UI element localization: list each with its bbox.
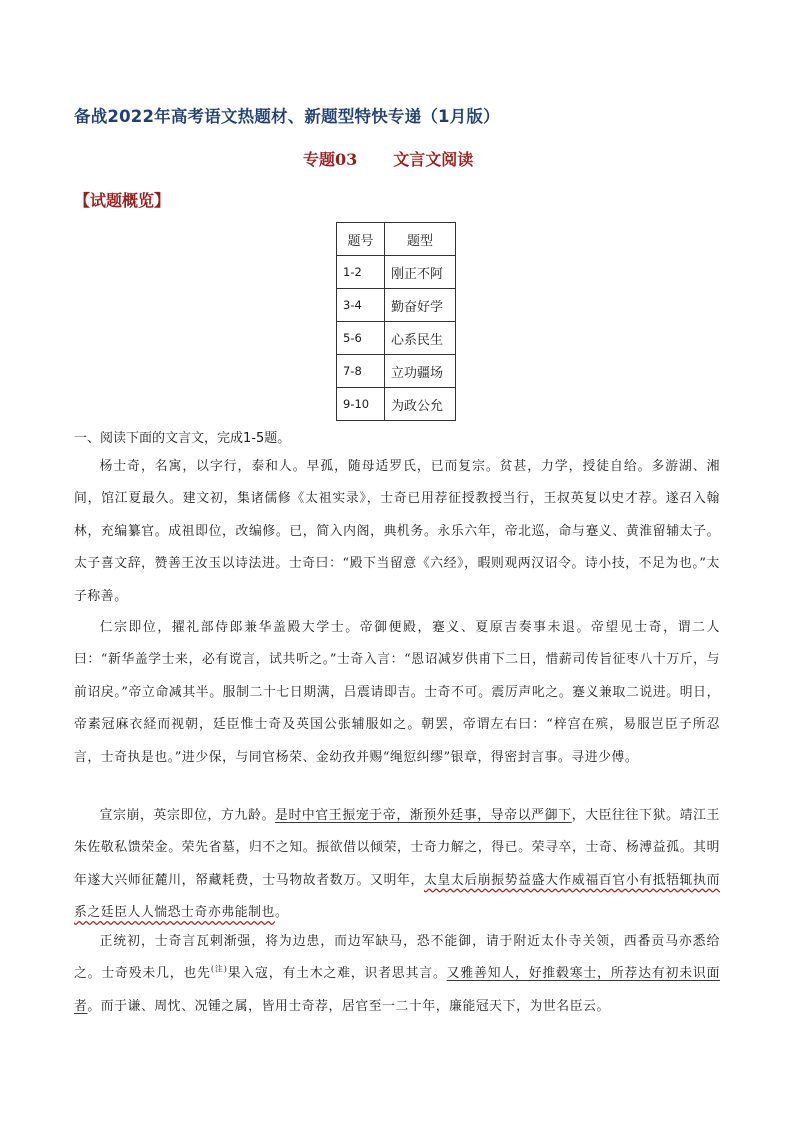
table-row — [337, 322, 456, 355]
cell-question-type: 为政公允 — [385, 388, 456, 421]
overview-heading: 【试题概览】 — [74, 191, 171, 210]
header-question-number: 题号 — [337, 223, 385, 256]
footnote-marker: (注) — [210, 965, 228, 975]
passage-paragraph-2: 仁宗即位，擢礼部侍郎兼华盖殿大学士。帝御便殿，蹇义、夏原吉奏事未退。帝望见士奇，谓二人曰：“新华盖学士来，必有谠言，试共听之。”士奇入言：“恩诏减岁供甫下二日，惜薪司传旨征枣八十万斤，与前诏戾。”帝立命减其半。服制二十七日期满，吕震请即吉。士奇不可。震厉声叱之。蹇义兼取二说进。明日，帝素冠麻衣経而视朝，廷臣惟士奇及英国公张辅服如之。朝罢，帝谓左右曰：“梓宫在殡，易服岂臣子所忍言，士奇执是也。”进少保，与同官杨荣、金幼孜并赐“绳愆纠缪”银章，得密封言事。寻进少傅。 — [74, 620, 720, 765]
wavy-underlined-sentence: 太皇太后崩振势益盛大作威福百官小有抵牾辄执而系之廷臣人人惴恐士奇亦弗能制也 — [74, 872, 720, 921]
cell-question-type: 勤奋好学 — [385, 289, 456, 322]
table-header-row — [337, 223, 456, 256]
cell-question-number: 9-10 — [337, 388, 385, 421]
paragraph-text: 宣宗崩，英宗即位，方九龄。 — [99, 808, 275, 823]
cell-question-type: 心系民生 — [385, 322, 456, 355]
table-row — [337, 256, 456, 289]
cell-question-number: 3-4 — [337, 289, 385, 322]
underlined-sentence: 是时中官王振宠于帝，渐预外廷事，导帝以严御下 — [274, 808, 572, 823]
paragraph-text: 果入寇，有土木之难，识者思其言。 — [227, 966, 447, 982]
paragraph-text: 正统初，士奇言瓦剌渐强，将为边患，而边军缺马，恐不能御，请于附近太仆寺关领，西番贡马亦悉给之。士奇殁未几，也先 — [74, 934, 720, 982]
passage-paragraph-1: 杨士奇，名寓，以字行，泰和人。早孤，随母适罗氏，已而复宗。贫甚，力学，授徒自给。多游湖、湘间，馆江夏最久。建文初，集诸儒修《太祖实录》，士奇已用荐征授教授当行，王叔英复以史才荐。遂召入翰林，充编纂官。成祖即位，改编修。已，简入内阁，典机务。永乐六年，帝北巡，命与蹇义、黄淮留辅太子。太子喜文辞，赞善王汝玉以诗法进。士奇曰：“殿下当留意《六经》，暇则观两汉诏令。诗小技，不足为也。”太子称善。 — [74, 459, 720, 604]
document-title: 备战2022年高考语文热题材、新题型特快专递（1月版） — [74, 107, 500, 126]
paragraph-text: ，大臣往往下狱。靖江王朱佐敬私馈荣金。荣先省墓，归不之知。振欲借以倾荣，士奇力解之，得已。荣寻卒，士奇、杨溥益孤。其明年遂大兴师征麓川，帑藏耗费，士马物故者数万。又明年， — [74, 808, 720, 888]
topic-number: 专题03 — [303, 150, 358, 169]
cell-question-type: 刚正不阿 — [385, 256, 456, 289]
cell-question-number: 1-2 — [337, 256, 385, 289]
topic-name: 文言文阅读 — [393, 150, 474, 169]
topic-heading — [303, 147, 473, 170]
paragraph-text: 。 — [274, 905, 289, 921]
underlined-sentence: 又雅善知人，好推毂寒士，所荐达有初未识面者 — [74, 966, 721, 1014]
reading-instruction: 一、阅读下面的文言文，完成1-5题。 — [74, 431, 291, 446]
cell-question-number: 7-8 — [337, 355, 385, 388]
passage-paragraph-4 — [74, 926, 720, 1023]
paragraph-text: 。而于谦、周忱、况锺之属，皆用士奇荐，居官至一二十年，廉能冠天下，为世名臣云。 — [87, 998, 610, 1014]
cell-question-type: 立功疆场 — [385, 355, 456, 388]
header-question-type: 题型 — [385, 223, 456, 256]
question-overview-table — [336, 222, 456, 421]
table-row — [337, 289, 456, 322]
table-row — [337, 388, 456, 421]
cell-question-number: 5-6 — [337, 322, 385, 355]
passage-paragraph-3 — [74, 800, 720, 930]
table-row — [337, 355, 456, 388]
